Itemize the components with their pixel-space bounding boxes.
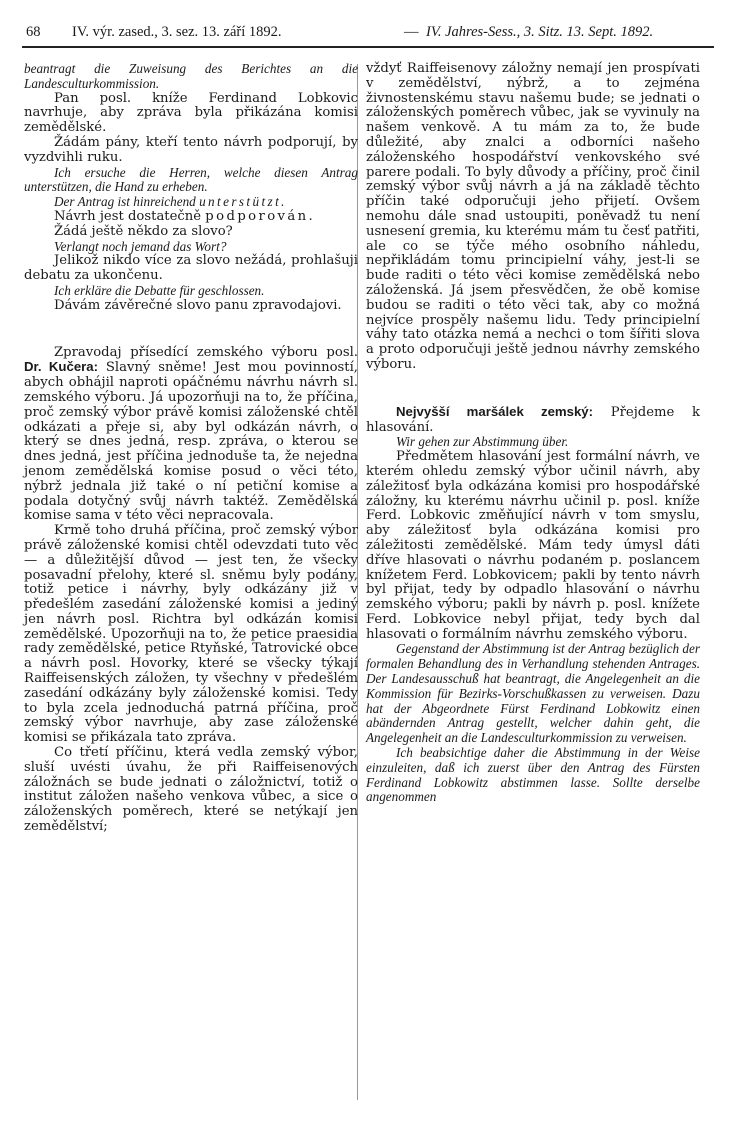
paragraph: Žádá ještě někdo za slovo? (54, 223, 233, 239)
text: Přejdeme k hlasování. (366, 404, 701, 435)
paragraph: Pan posl. kníže Ferdinand Lobkovic navrhuje, aby zpráva byla přikázána komisi zemědělské. (24, 90, 358, 136)
header-czech: IV. výr. zased., 3. sez. 13. září 1892. (72, 24, 282, 40)
header-german: IV. Jahres-Sess., 3. Sitz. 13. Sept. 1892. (426, 24, 654, 40)
right-column (366, 62, 700, 805)
paragraph: Krmě toho druhá příčina, proč zemský výbor právě záloženské komisi chtěl odevzdati tuto věc — a důležitější důvod — jest ten, že všecky posavadní přelohy, které sl. sněmu byly podány, totiž petice i návrhy, byly odkázány již v předešlém zasedání záloženské komisi a jediný jen návrh posl. Richtra byl odkázán komisi zemědělské. Upozorňuji na to, že petice praesidia rady zemědělské, petice Rtyňské, Tatrovické obce a návrh posl. Hovorky, které se všecky týkají Raiffeisenských záložen, ty všechny v předešlém zasedání odkázány byly záloženské komisi. Tedy to byla zcela jednoduchá patrná příčina, proč zemský výbor navrhuje, aby zase záloženské komisi se přikázala tato zpráva. (24, 523, 358, 746)
paragraph: vždyť Raiffeisenovy záložny nemají jen prospívati v zemědělství, nýbrž, a to zejména živnostenskému stavu našemu bude; se jednati o záloženských poměrech vůbec, jak se vyvinuly na našem venkově. A tu mám za to, že bude důležité, aby znalci a odborníci našeho záloženského hospodářství venkovského své parere podali. To byly důvody a příčiny, proč činil zemský výbor svůj návrh a já na základě těchto příčin také odporučuji jeho přijetí. Ovšem nemohu dále snad ustoupiti, poněvadž tu není usnesení gremia, ku kterému mám tu česť patřiti, ale co se týče mého osobního náhledu, nepřikládám tomu principielní váhy, jest-li se bude raditi o této věci komise zemědělská nebo záloženská. Já jsem přesvědčen, že obě komise budou se raditi o této věci tak, aby co možná nejvíce prospěly našemu lidu. Tedy principielní váhy tato otázka nemá a nechci o tom šířiti slova a proto odporučuji ještě jednou návrhy zemského výboru. (366, 61, 700, 372)
text: Návrh jest dostatečně (54, 208, 202, 224)
paragraph: beantragt die Zuweisung des Berichtes an die Landesculturkommission. (24, 61, 358, 91)
paragraph: Gegenstand der Abstimmung ist der Antrag bezüglich der formalen Behandlung des in Verhandlung stehenden Antrages. Der Landesausschuß hat beantragt, die Angelegenheit an die Kommission für Bezirks-Vorschußkassen zu verweisen. Dazu hat der Abgeordnete Fürst Ferdinand Lobkowitz einen abändernden Antrag gestellt, welcher dahin geht, die Angelegenheit an die Landesculturkommission zu verweisen. (366, 641, 700, 746)
paragraph: Co třetí příčinu, která vedla zemský výbor, sluší uvésti úvahu, že při Raiffeisenových záložnách se bude jednati o záložnictví, totiž o institut záložen našeho venkova vůbec, a sice o záloženských poměrech, které se netýkají jen zemědělství; (24, 745, 358, 835)
text: Der Antrag ist hinreichend (54, 194, 196, 210)
left-column (24, 62, 358, 835)
paragraph (366, 405, 700, 436)
paragraph: Ich ersuche die Herren, welche diesen Antrag unterstützen, die Hand zu erheben. (24, 164, 358, 195)
text: Zpravodaj přísedící zemského výboru posl. (54, 344, 358, 360)
speaker-name: Dr. Kučera: (24, 359, 99, 375)
paragraph: Dávám závěrečné slovo panu zpravodajovi. (54, 297, 342, 313)
paragraph: Předmětem hlasování jest formální návrh, ve kterém ohledu zemský výbor učinil návrh, aby záležitosť byla odkázána komisi pro hospodářské záložny, ku kterému návrhu učinil p. posl. kníže Ferd. Lobkovic změňující návrh v tom smyslu, aby záležitosť byla odkázána komisi pro záležitosti zemědělské. Mám tedy úmysl dáti dříve hlasovati o návrhu podaném p. poslancem knížetem Ferd. Lobkovicem; pakli by tento návrh byl přijat, tedy by odpadlo hlasování o návrhu zemského výboru; pakli by návrh p. posl. knížete Ferd. Lobkovice nebyl přijat, tedy bych dal hlasovati o formálním návrhu zemského výboru. (366, 449, 700, 642)
paragraph (24, 195, 358, 210)
header-rule (22, 46, 714, 48)
emphasis: podporován. (205, 208, 316, 224)
speaker-name: Nejvyšší maršálek zemský: (396, 403, 594, 419)
paragraph: Ich beabsichtige daher die Abstimmung in der Weise einzuleiten, daß ich zuerst über den Antrag des Fürsten Ferdinand Lobkowitz abstimmen lasse. Sollte derselbe angenommen (366, 745, 700, 805)
paragraph: Žádám pány, kteří tento návrh podporují, by vyzdvihli ruku. (24, 134, 358, 165)
header-dash: — (404, 24, 419, 40)
text: Slavný sněme! Jest mou povinností, abych obhájil naproti opáčnému návrhu návrh sl. zemského výboru. Já upozorňuji na to, že příčina, proč zemský výbor právě komisi záloženské chtěl odkázati a přeje si, aby byl odkázán návrh, o který se dnes jedná, resp. zpráva, o kterou se dnes jedná, jest příčina jednoduše ta, že nejedna jenom zemědělská komise posud o věci této, nýbrž jednala již také o ní petiční komise a podala dotyčný svůj návrh taktéž. Zemědělská komise sama v této věci nepracovala. (24, 360, 358, 524)
paragraph: Ich erkläre die Debatte für geschlossen. (54, 282, 265, 298)
paragraph: Jelikož nikdo více za slovo nežádá, prohlašuji debatu za ukončenu. (24, 253, 358, 284)
paragraph: Verlangt noch jemand das Wort? (54, 238, 227, 254)
running-header (24, 18, 714, 44)
paragraph (24, 210, 358, 225)
paragraph (24, 346, 358, 525)
paragraph: Wir gehen zur Abstimmung über. (396, 434, 569, 450)
emphasis: unterstützt. (199, 194, 287, 210)
page-number: 68 (26, 24, 41, 40)
